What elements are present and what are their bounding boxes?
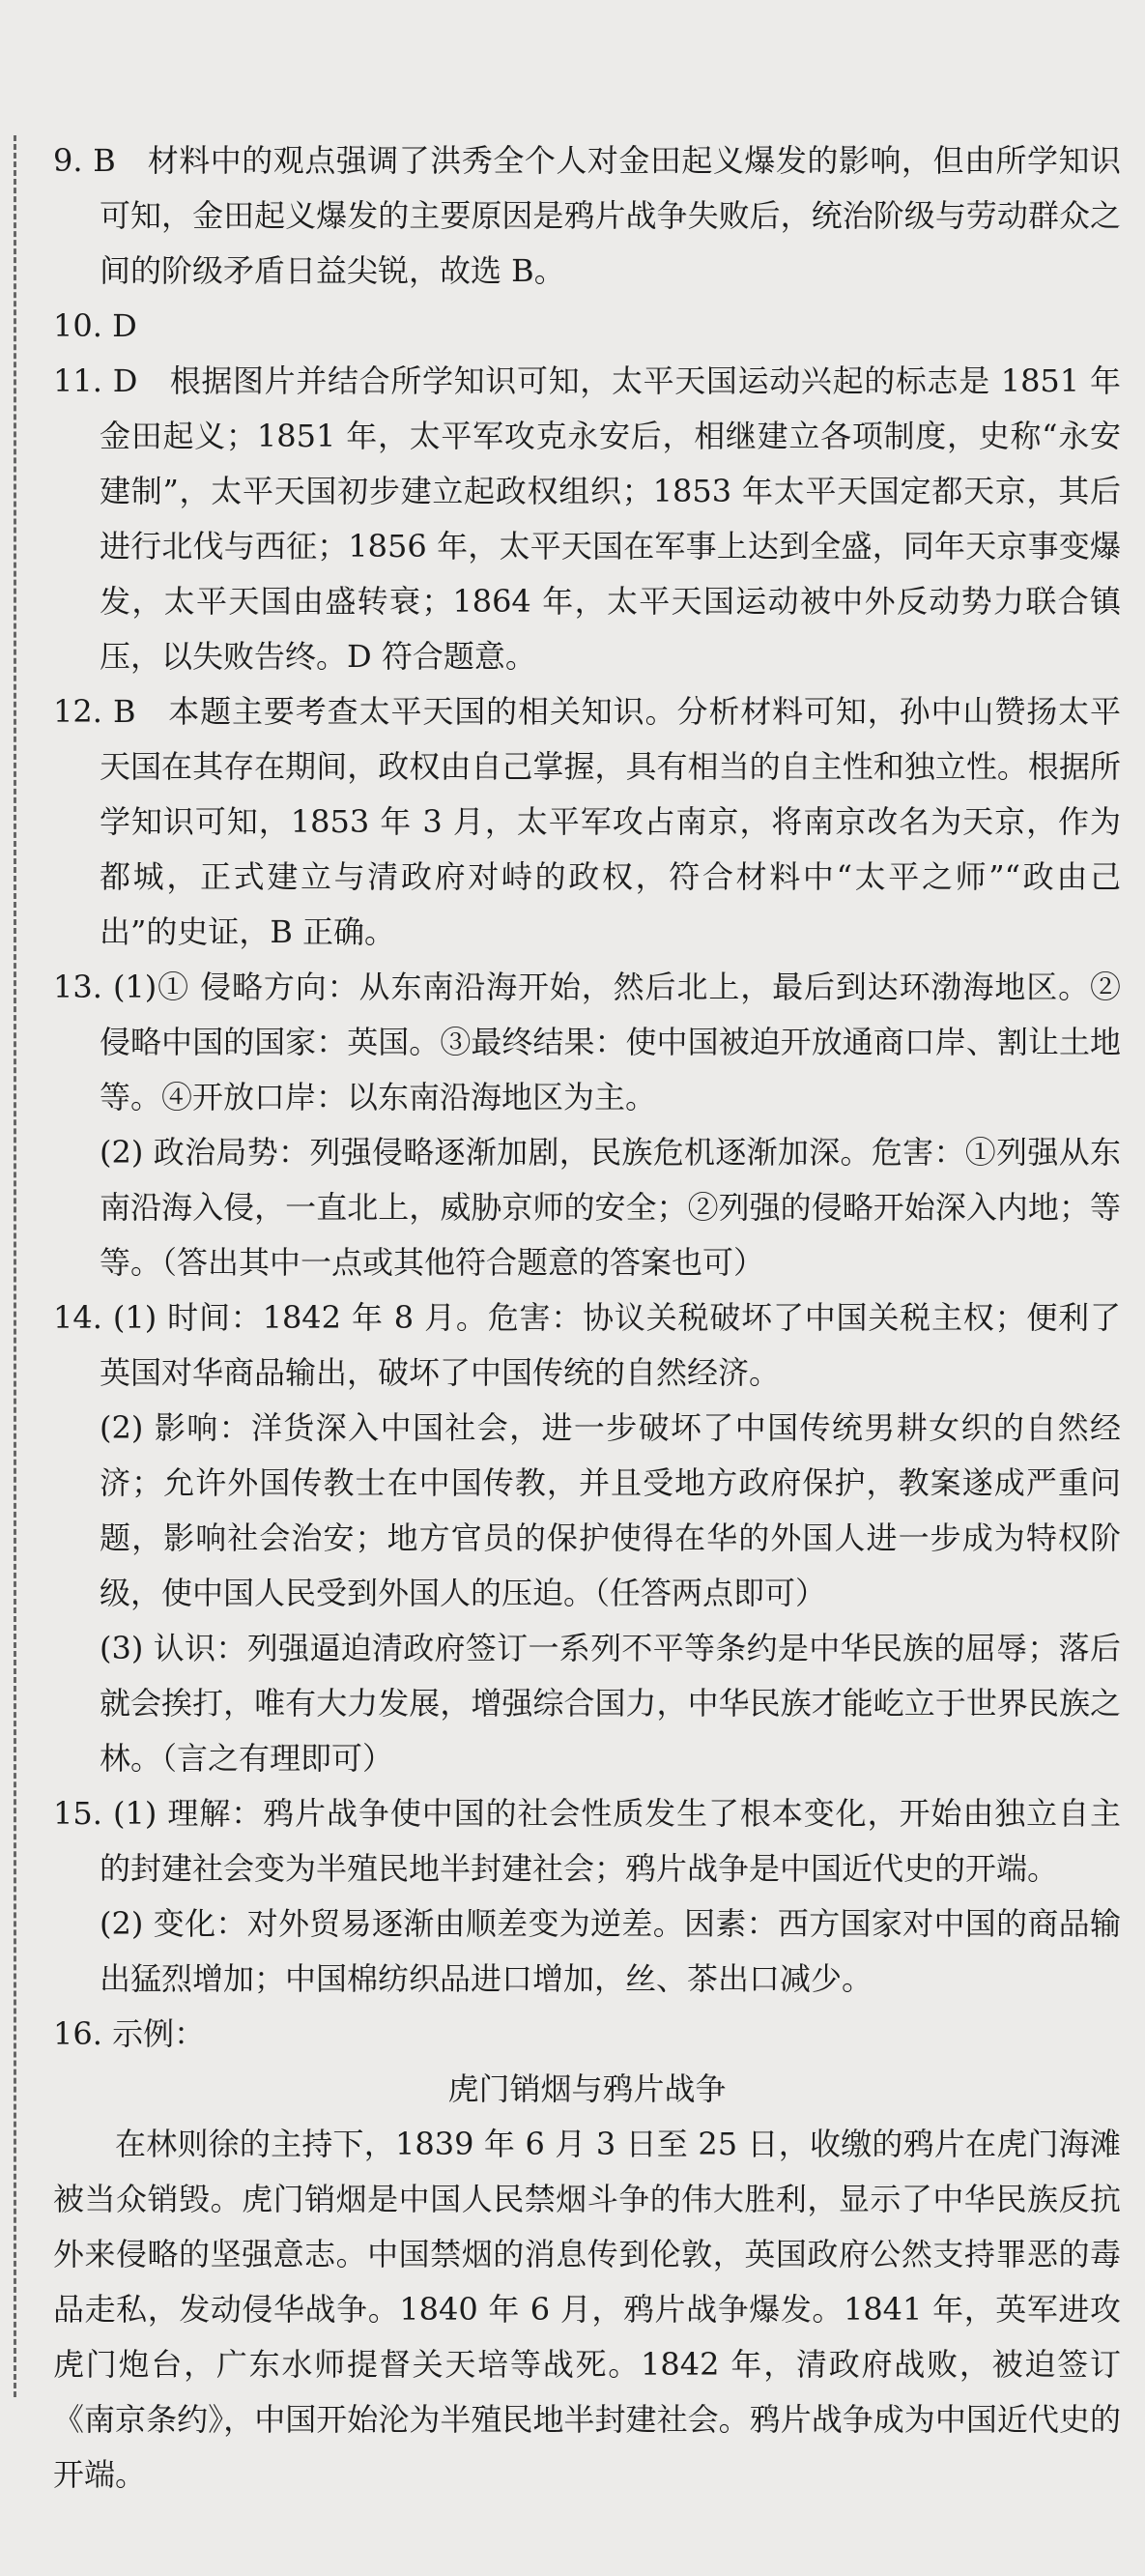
answer-15-part1: 15. (1) 理解：鸦片战争使中国的社会性质发生了根本变化，开始由独立自主的封建社会变为半殖民地半封建社会；鸦片战争是中国近代史的开端。 <box>53 1795 1121 1887</box>
answer-11: 11. D 根据图片并结合所学知识可知，太平天国运动兴起的标志是 1851 年金田起义；1851 年，太平军攻克永安后，相继建立各项制度，史称“永安建制”，太平天国初步建立起政权组织；1853 年太平天国定都天京，其后进行北伐与西征；1856 年，太平天国在军事上达到全盛，同年天京事变爆发，太平天国由盛转衰；1864 年，太平天国运动被中外反动势力联合镇压，以失败告终。D 符合题意。 <box>53 362 1121 675</box>
essay-body: 在林则徐的主持下，1839 年 6 月 3 日至 25 日，收缴的鸦片在虎门海滩被当众销毁。虎门销烟是中国人民禁烟斗争的伟大胜利，显示了中华民族反抗外来侵略的坚强意志。中国禁烟的消息传到伦敦，英国政府公然支持罪恶的毒品走私，发动侵华战争。1840 年 6 月，鸦片战争爆发。1841 年，英军进攻虎门炮台，广东水师提督关天培等战死。1842 年，清政府战败，被迫签订《南京条约》，中国开始沦为半殖民地半封建社会。鸦片战争成为中国近代史的开端。 <box>53 2126 1121 2493</box>
answer-14-part1: 14. (1) 时间：1842 年 8 月。危害：协议关税破坏了中国关税主权；便利了英国对华商品输出，破坏了中国传统的自然经济。 <box>53 1299 1121 1391</box>
essay-title: 虎门销烟与鸦片战争 <box>447 2070 727 2107</box>
binding-dashed-line <box>14 135 16 2397</box>
answer-14-part3: (3) 认识：列强逼迫清政府签订一系列不平等条约是中华民族的屈辱；落后就会挨打，唯有大力发展，增强综合国力，中华民族才能屹立于世界民族之林。（言之有理即可） <box>100 1630 1121 1777</box>
answer-16-label: 16. 示例： <box>53 2015 206 2052</box>
answer-15-part2: (2) 变化：对外贸易逐渐由顺差变为逆差。因素：西方国家对中国的商品输出猛烈增加；中国棉纺织品进口增加，丝、茶出口减少。 <box>100 1905 1121 1997</box>
answer-12: 12. B 本题主要考查太平天国的相关知识。分析材料可知，孙中山赞扬太平天国在其存在期间，政权由自己掌握，具有相当的自主性和独立性。根据所学知识可知，1853 年 3 月，太平军攻占南京，将南京改名为天京，作为都城，正式建立与清政府对峙的政权，符合材料中“太平之师”“政由己出”的史证，B 正确。 <box>53 693 1121 950</box>
answer-9: 9. B 材料中的观点强调了洪秀全个人对金田起义爆发的影响，但由所学知识可知，金田起义爆发的主要原因是鸦片战争失败后，统治阶级与劳动群众之间的阶级矛盾日益尖锐，故选 B。 <box>53 142 1121 289</box>
answer-content <box>53 133 1121 2503</box>
answer-13-part2: (2) 政治局势：列强侵略逐渐加剧，民族危机逐渐加深。危害：①列强从东南沿海入侵，一直北上，威胁京师的安全；②列强的侵略开始深入内地；等等。（答出其中一点或其他符合题意的答案也可） <box>100 1134 1121 1281</box>
answer-10: 10. D <box>53 307 137 344</box>
answer-14-part2: (2) 影响：洋货深入中国社会，进一步破坏了中国传统男耕女织的自然经济；允许外国传教士在中国传教，并且受地方政府保护，教案遂成严重问题，影响社会治安；地方官员的保护使得在华的外国人进一步成为特权阶级，使中国人民受到外国人的压迫。（任答两点即可） <box>100 1409 1121 1611</box>
answer-13-part1: 13. (1)① 侵略方向：从东南沿海开始，然后北上，最后到达环渤海地区。②侵略中国的国家：英国。③最终结果：使中国被迫开放通商口岸、割让土地等。④开放口岸：以东南沿海地区为主。 <box>53 969 1121 1115</box>
